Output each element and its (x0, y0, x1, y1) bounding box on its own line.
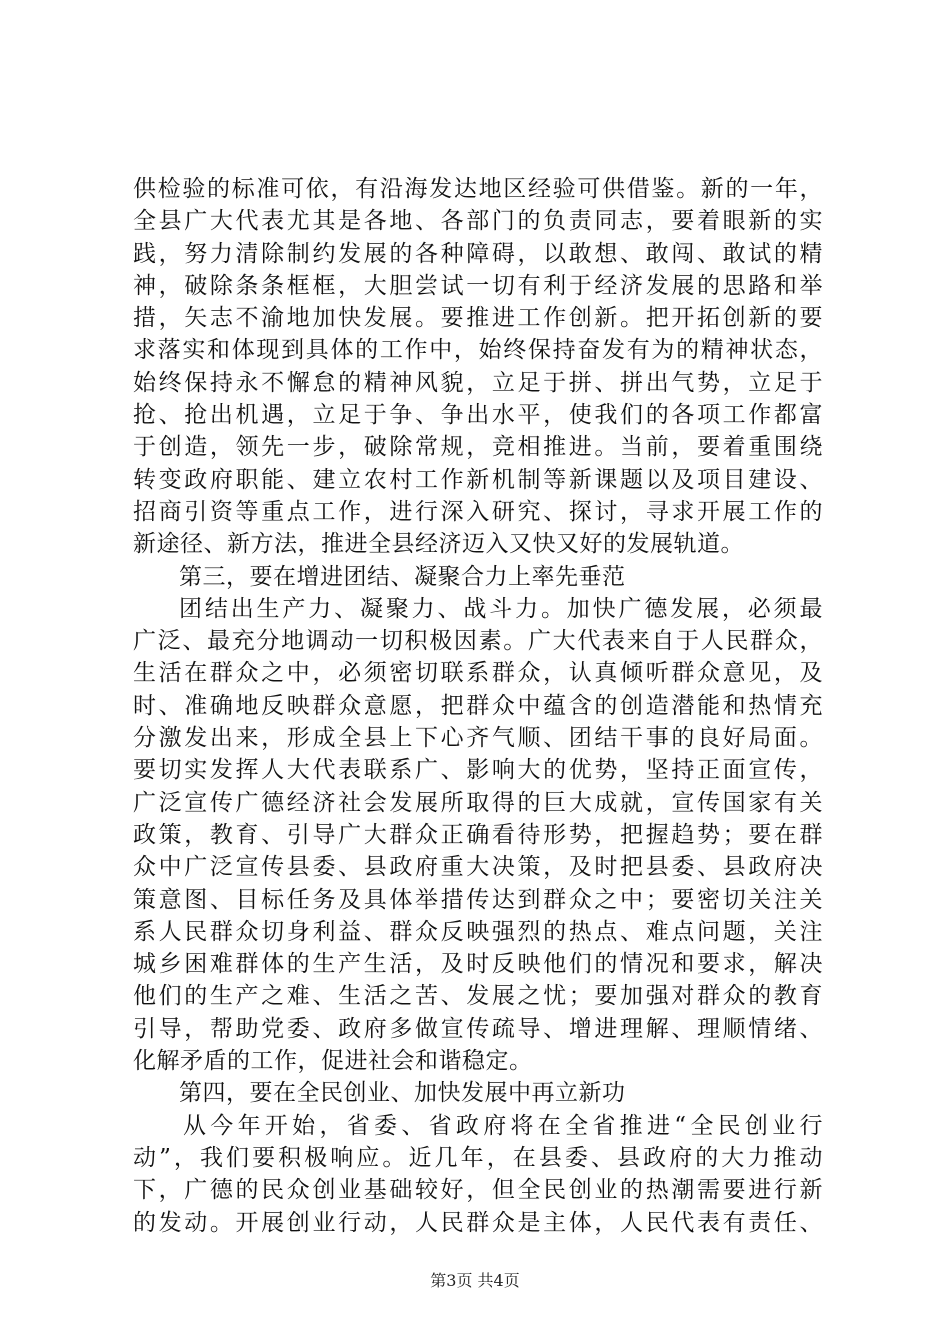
text-line: 践，努力清除制约发展的各种障碍，以敢想、敢闯、敢试的精 (133, 240, 823, 267)
text-line: 转变政府职能、建立农村工作新机制等新课题以及项目建设、 (133, 466, 823, 493)
text-line: 他们的生产之难、生活之苦、发展之忧；要加强对群众的教育 (133, 983, 823, 1010)
text-line: 抢、抢出机遇，立足于争、争出水平，使我们的各项工作都富 (133, 402, 823, 429)
text-line: 供检验的标准可依，有沿海发达地区经验可供借鉴。新的一年， (133, 176, 823, 202)
text-line: 广泛宣传广德经济社会发展所取得的巨大成就，宣传国家有关 (133, 789, 823, 816)
text-line: 措，矢志不渝地加快发展。要推进工作创新。把开拓创新的要 (133, 305, 823, 332)
text-line: 下，广德的民众创业基础较好，但全民创业的热潮需要进行新 (133, 1177, 823, 1204)
text-line: 引导，帮助党委、政府多做宣传疏导、增进理解、理顺情绪、 (133, 1015, 823, 1042)
text-line: 政策，教育、引导广大群众正确看待形势，把握趋势；要在群 (133, 821, 823, 848)
text-line: 神，破除条条框框，大胆尝试一切有利于经济发展的思路和举 (133, 272, 823, 299)
page-number-footer: 第3页 共4页 (430, 1271, 520, 1290)
text-line: 全县广大代表尤其是各地、各部门的负责同志，要着眼新的实 (133, 208, 823, 235)
text-line: 系人民群众切身利益、群众反映强烈的热点、难点问题，关注 (133, 918, 823, 945)
text-line: 众中广泛宣传县委、县政府重大决策，及时把县委、县政府决 (133, 854, 823, 881)
text-line: 策意图、目标任务及具体举措传达到群众之中；要密切关注关 (133, 886, 823, 913)
text-line: 新途径、新方法，推进全县经济迈入又快又好的发展轨道。 (133, 531, 744, 558)
section-heading: 第四，要在全民创业、加快发展中再立新功 (179, 1080, 626, 1107)
document-body (133, 173, 823, 1239)
text-line: 城乡困难群体的生产生活，及时反映他们的情况和要求，解决 (133, 951, 823, 978)
text-line: 广泛、最充分地调动一切积极因素。广大代表来自于人民群众， (133, 628, 823, 655)
text-line: 化解矛盾的工作，促进社会和谐稳定。 (133, 1048, 533, 1075)
text-line: 始终保持永不懈怠的精神风貌，立足于拼、拼出气势，立足于 (133, 369, 823, 396)
text-line: 分激发出来，形成全县上下心齐气顺、团结干事的良好局面。 (133, 725, 823, 752)
text-line: 求落实和体现到具体的工作中，始终保持奋发有为的精神状态， (133, 337, 823, 364)
text-line: 要切实发挥人大代表联系广、影响大的优势，坚持正面宣传， (133, 757, 823, 784)
text-line: 动”，我们要积极响应。近几年，在县委、县政府的大力推动 (133, 1144, 823, 1171)
section-heading: 第三，要在增进团结、凝聚合力上率先垂范 (179, 563, 626, 590)
text-line: 于创造，领先一步，破除常规，竞相推进。当前，要着重围绕 (133, 434, 823, 461)
text-line: 团结出生产力、凝聚力、战斗力。加快广德发展，必须最 (179, 595, 823, 622)
text-line: 的发动。开展创业行动，人民群众是主体，人民代表有责任、 (133, 1209, 823, 1236)
text-line: 招商引资等重点工作，进行深入研究、探讨，寻求开展工作的 (133, 498, 823, 525)
text-line: 时、准确地反映群众意愿，把群众中蕴含的创造潜能和热情充 (133, 692, 823, 719)
text-line: 生活在群众之中，必须密切联系群众，认真倾听群众意见，及 (133, 660, 823, 687)
text-line: 从今年开始，省委、省政府将在全省推进“全民创业行 (183, 1112, 823, 1139)
